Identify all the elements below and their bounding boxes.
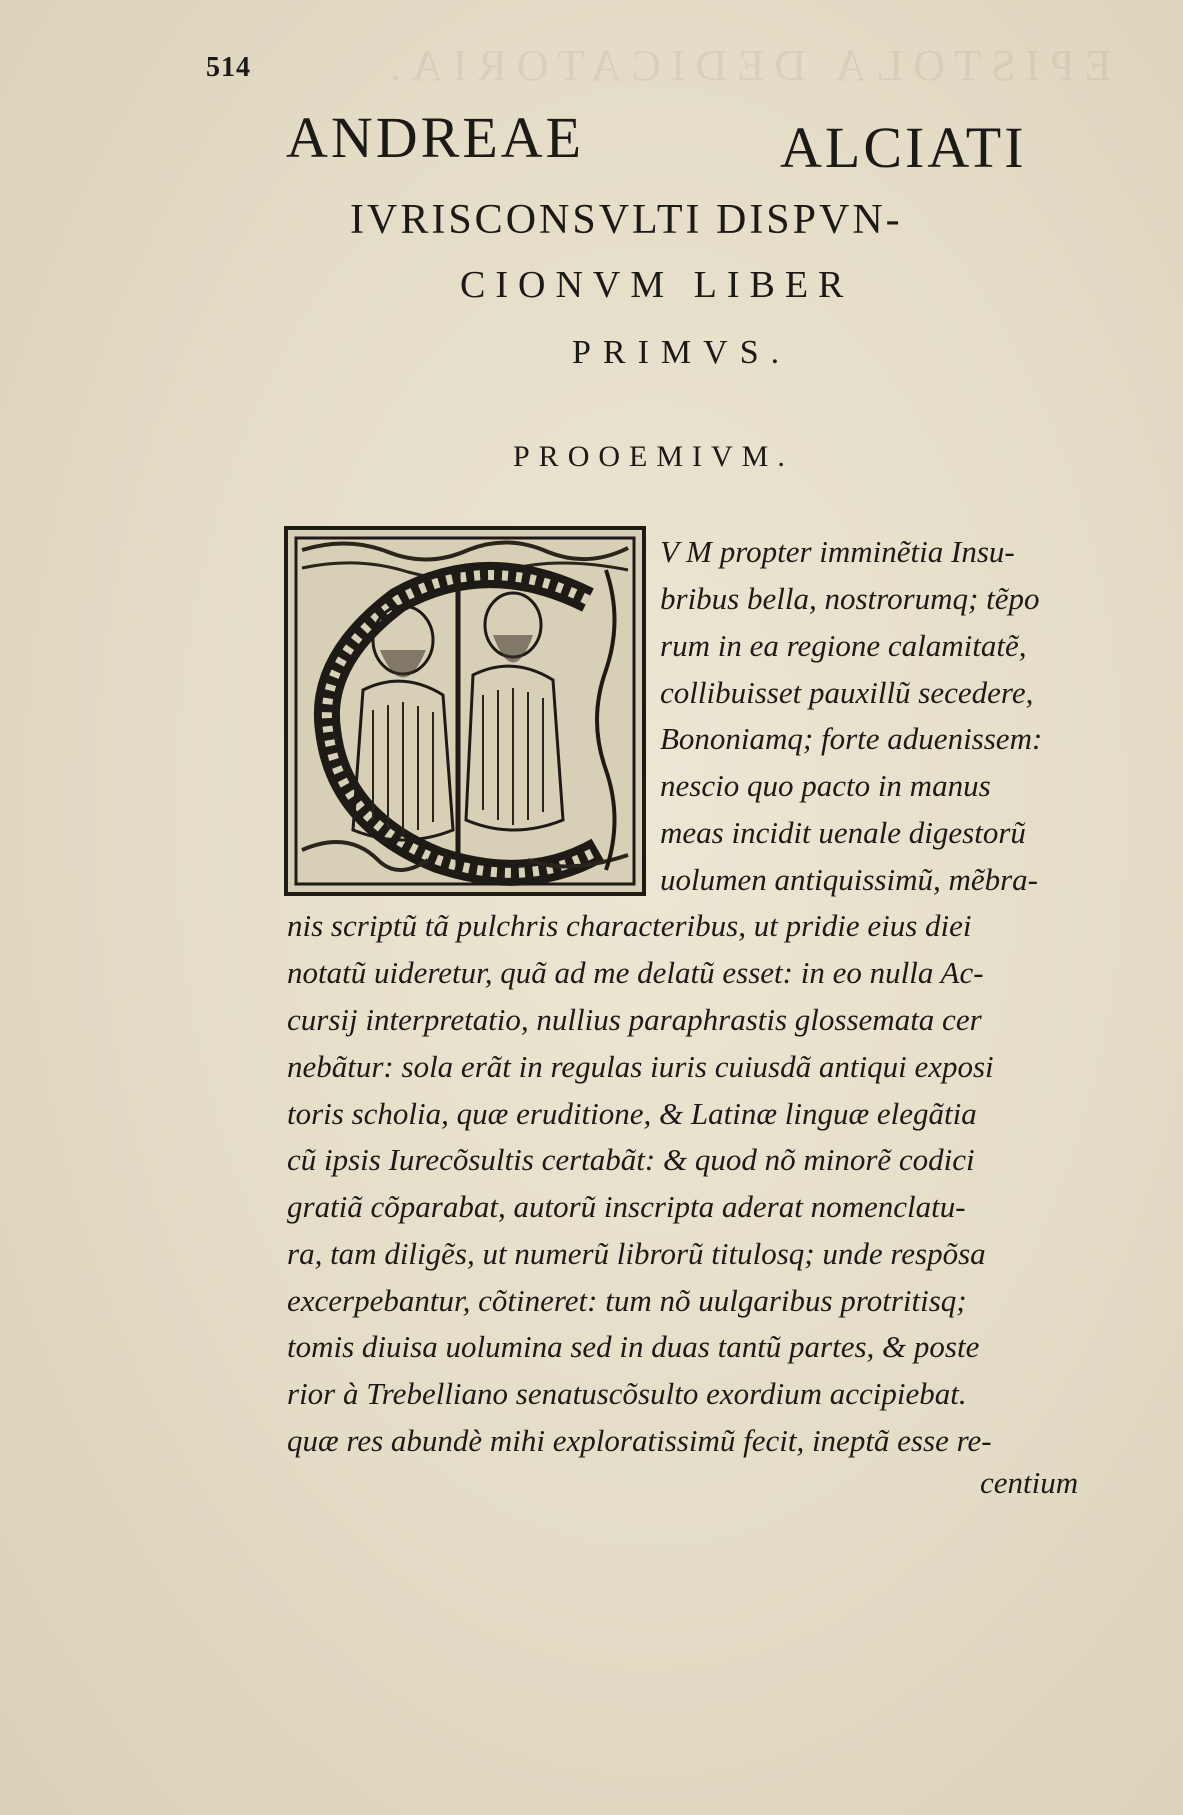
text-line-9: nis scriptũ tã pulchris characteribus, ut pridie eius diei [287, 908, 972, 943]
title-line-4: PRIMVS. [572, 334, 792, 371]
title-line-2: IVRISCONSVLTI DISPVN- [350, 197, 903, 243]
text-line-20: quæ res abundè mihi exploratissimũ fecit, ineptã esse re- [287, 1423, 992, 1458]
text-line-18: tomis diuisa uolumina sed in duas tantũ partes, & poste [287, 1329, 980, 1364]
text-line-6: nescio quo pacto in manus [660, 768, 991, 803]
title-author-first-name: ANDREAE [286, 105, 585, 170]
text-line-19: rior à Trebelliano senatuscõsulto exordium accipiebat. [287, 1376, 967, 1411]
section-heading: PROOEMIVM. [513, 440, 794, 473]
title-line-3: CIONVM LIBER [460, 264, 854, 306]
text-line-16: ra, tam diligẽs, ut numerũ librorũ titulosq; unde respõsa [287, 1236, 986, 1271]
title-author-last-name: ALCIATI [780, 115, 1027, 180]
text-line-14: cũ ipsis Iurecõsultis certabãt: & quod nõ minorẽ codici [287, 1142, 975, 1177]
text-line-2: bribus bella, nostrorumq; tẽpo [660, 581, 1040, 616]
text-line-5: Bononiamq; forte aduenissem: [660, 721, 1043, 756]
text-line-12: nebãtur: sola erãt in regulas iuris cuiusdã antiqui exposi [287, 1049, 994, 1084]
text-line-10: notatũ uideretur, quã ad me delatũ esset: in eo nulla Ac- [287, 955, 984, 990]
text-line-13: toris scholia, quæ eruditione, & Latinæ linguæ elegãtia [287, 1096, 977, 1131]
text-line-8: uolumen antiquissimũ, mẽbra- [660, 862, 1039, 897]
woodcut-initial-icon [284, 526, 646, 896]
catchword: centium [980, 1465, 1079, 1500]
text-line-11: cursij interpretatio, nullius paraphrastis glossemata cer [287, 1002, 982, 1037]
text-line-15: gratiã cõparabat, autorũ inscripta aderat nomenclatu- [287, 1189, 966, 1224]
text-line-1: V M propter imminẽtia Insu- [660, 534, 1015, 569]
page-number: 514 [206, 52, 251, 83]
text-line-7: meas incidit uenale digestorũ [660, 815, 1026, 850]
text-line-3: rum in ea regione calamitatẽ, [660, 628, 1027, 663]
text-line-4: collibuisset pauxillũ secedere, [660, 675, 1034, 710]
text-line-17: excerpebantur, cõtineret: tum nõ uulgaribus protritisq; [287, 1283, 967, 1318]
show-through-header: EPISTOLA DEDICATORIA. [380, 41, 1112, 90]
